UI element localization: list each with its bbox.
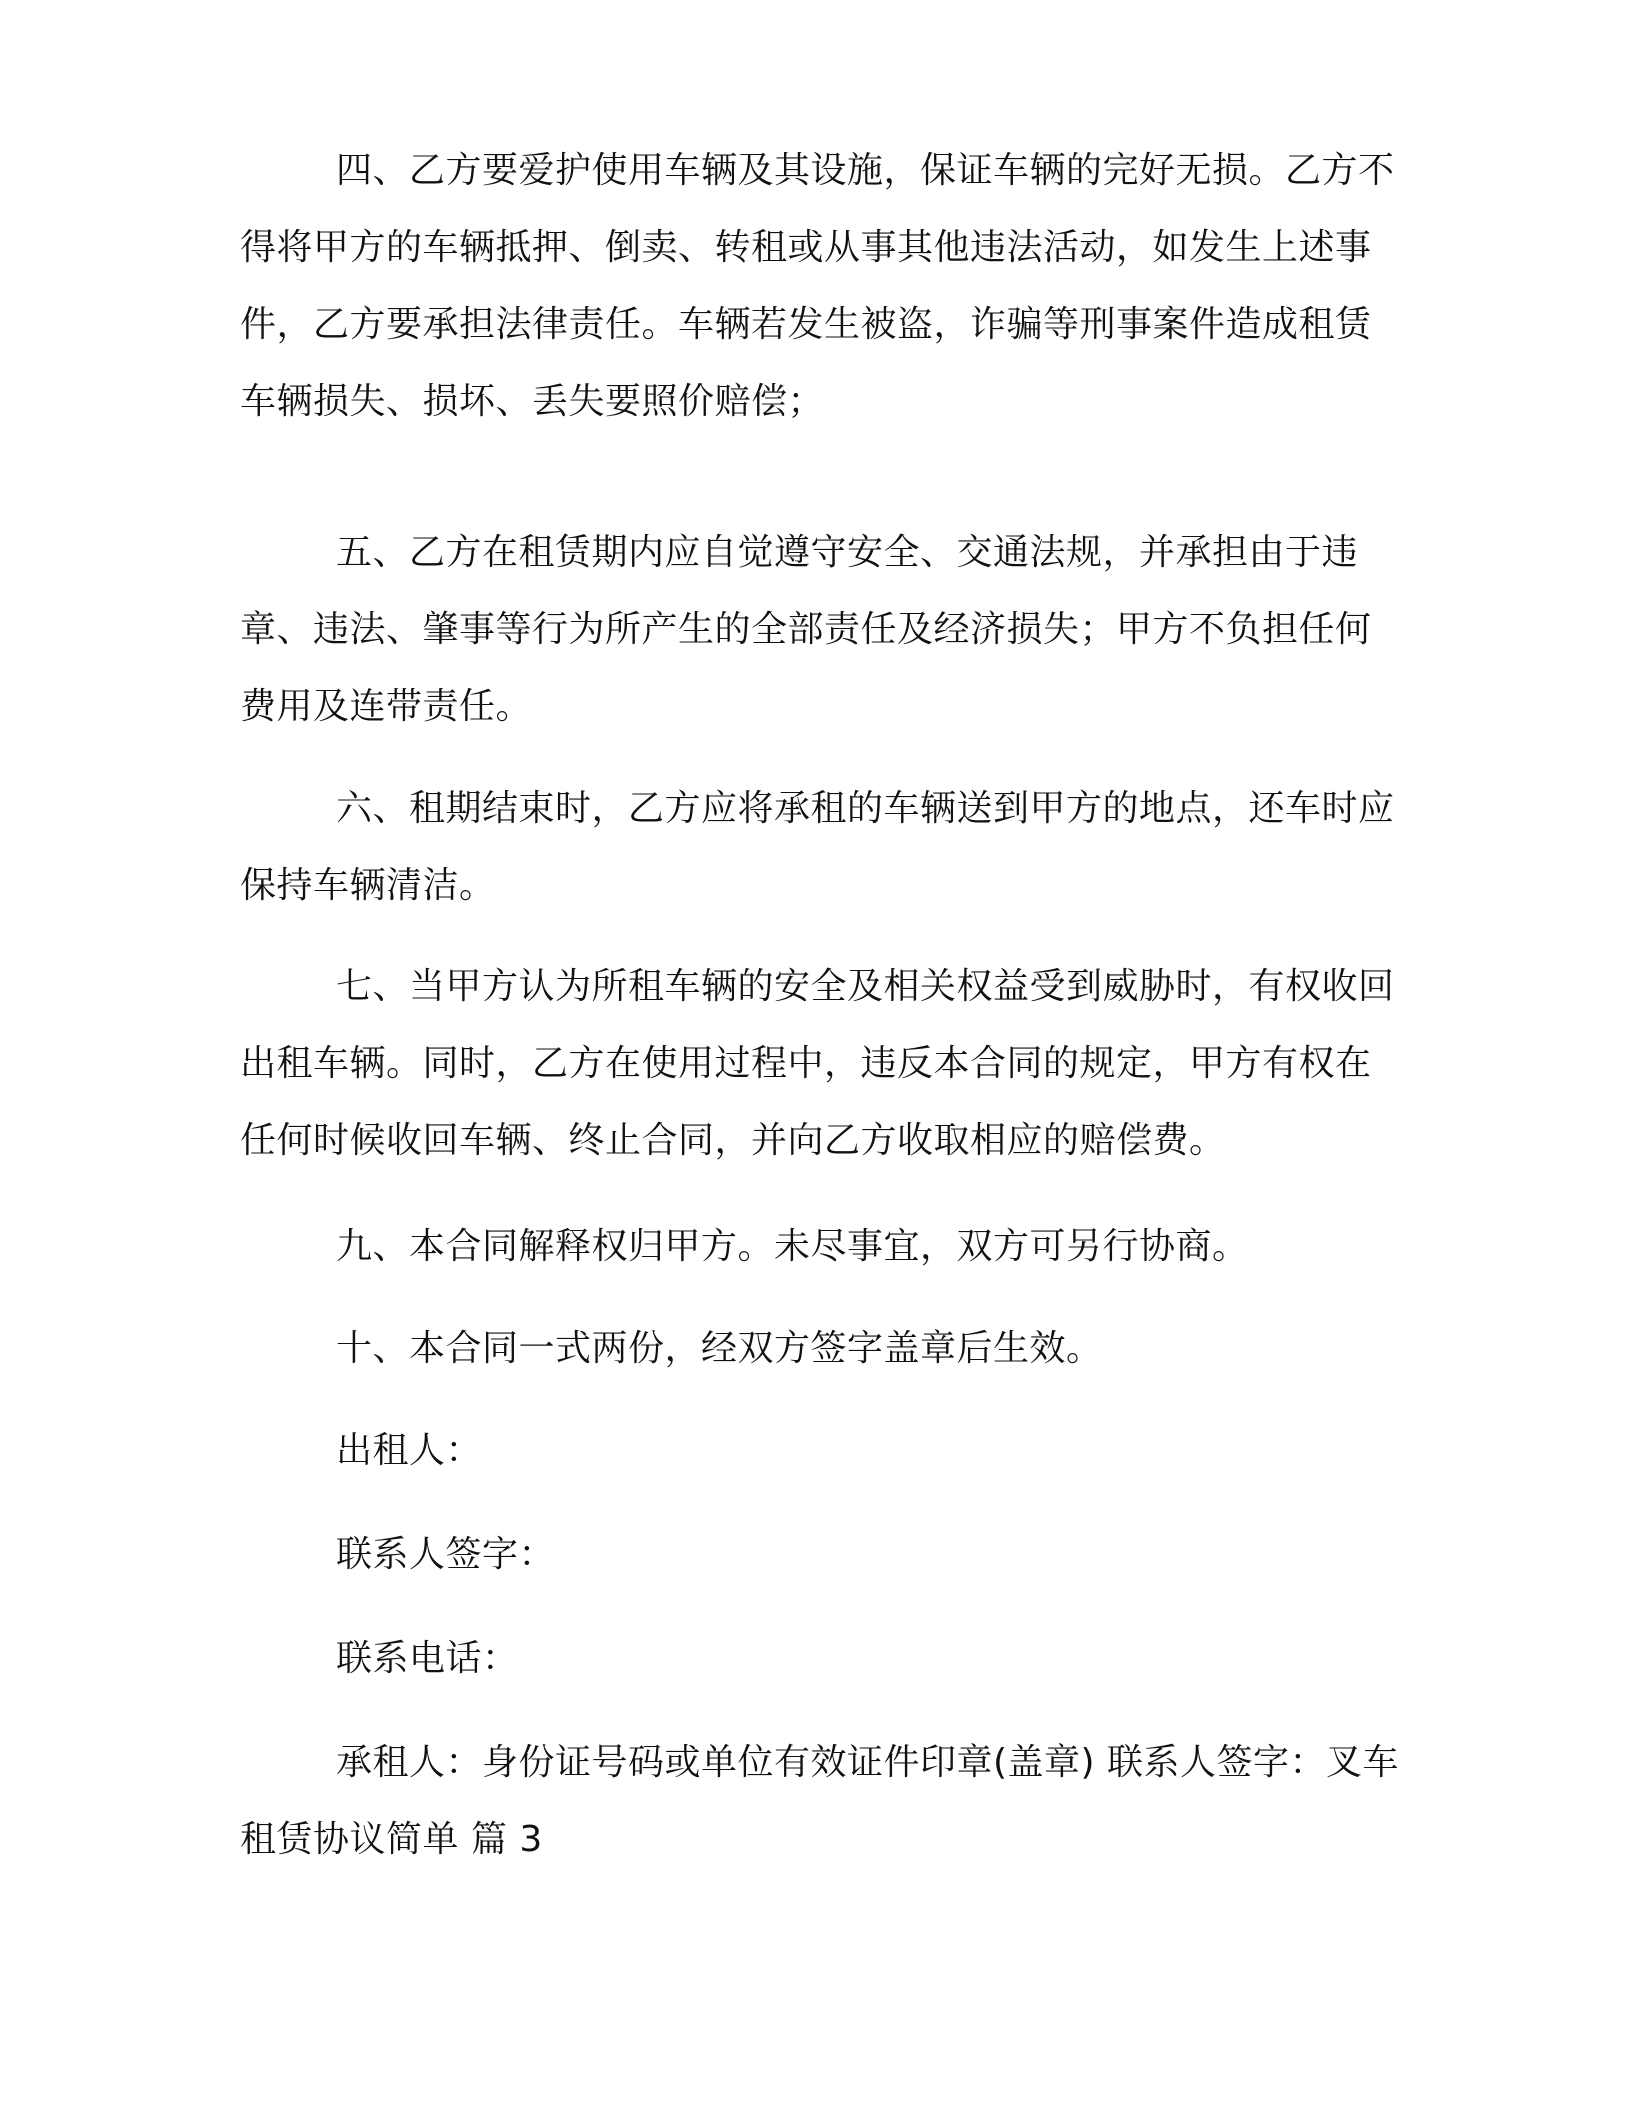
clause-6 (240, 770, 1400, 924)
lessee-block (240, 1724, 1400, 1878)
lessor-label: 出租人： (336, 1430, 483, 1471)
contact-signature-label: 联系人签字： (336, 1534, 556, 1575)
clause-10 (240, 1310, 1400, 1387)
clause-5-text: 五、乙方在租赁期内应自觉遵守安全、交通法规，并承担由于违章、违法、肇事等行为所产生的全部责任及经济损失；甲方不负担任何费用及连带责任。 (240, 532, 1372, 727)
clause-10-text: 十、本合同一式两份，经双方签字盖章后生效。 (336, 1328, 1103, 1369)
lessee-line: 承租人：身份证号码或单位有效证件印章(盖章) 联系人签字：叉车租赁协议简单 篇 3 (240, 1742, 1400, 1860)
contact-phone-label: 联系电话： (336, 1638, 519, 1679)
clause-7-text: 七、当甲方认为所租车辆的安全及相关权益受到威胁时，有权收回出租车辆。同时，乙方在使用过程中，违反本合同的规定，甲方有权在任何时候收回车辆、终止合同，并向乙方收取相应的赔偿费。 (240, 966, 1395, 1161)
clause-7 (240, 948, 1400, 1179)
lessor-line (240, 1412, 1400, 1489)
clause-9 (240, 1208, 1400, 1285)
clause-9-text: 九、本合同解释权归甲方。未尽事宜，双方可另行协商。 (336, 1226, 1249, 1267)
contact-signature-line (240, 1516, 1400, 1593)
clause-6-text: 六、租期结束时，乙方应将承租的车辆送到甲方的地点，还车时应保持车辆清洁。 (240, 788, 1395, 906)
contact-phone-line (240, 1620, 1400, 1697)
clause-4-text: 四、乙方要爱护使用车辆及其设施，保证车辆的完好无损。乙方不得将甲方的车辆抵押、倒卖、转租或从事其他违法活动，如发生上述事件，乙方要承担法律责任。车辆若发生被盗，诈骗等刑事案件造成租赁车辆损失、损坏、丢失要照价赔偿； (240, 150, 1395, 422)
clause-5 (240, 514, 1400, 745)
clause-4 (240, 132, 1400, 440)
